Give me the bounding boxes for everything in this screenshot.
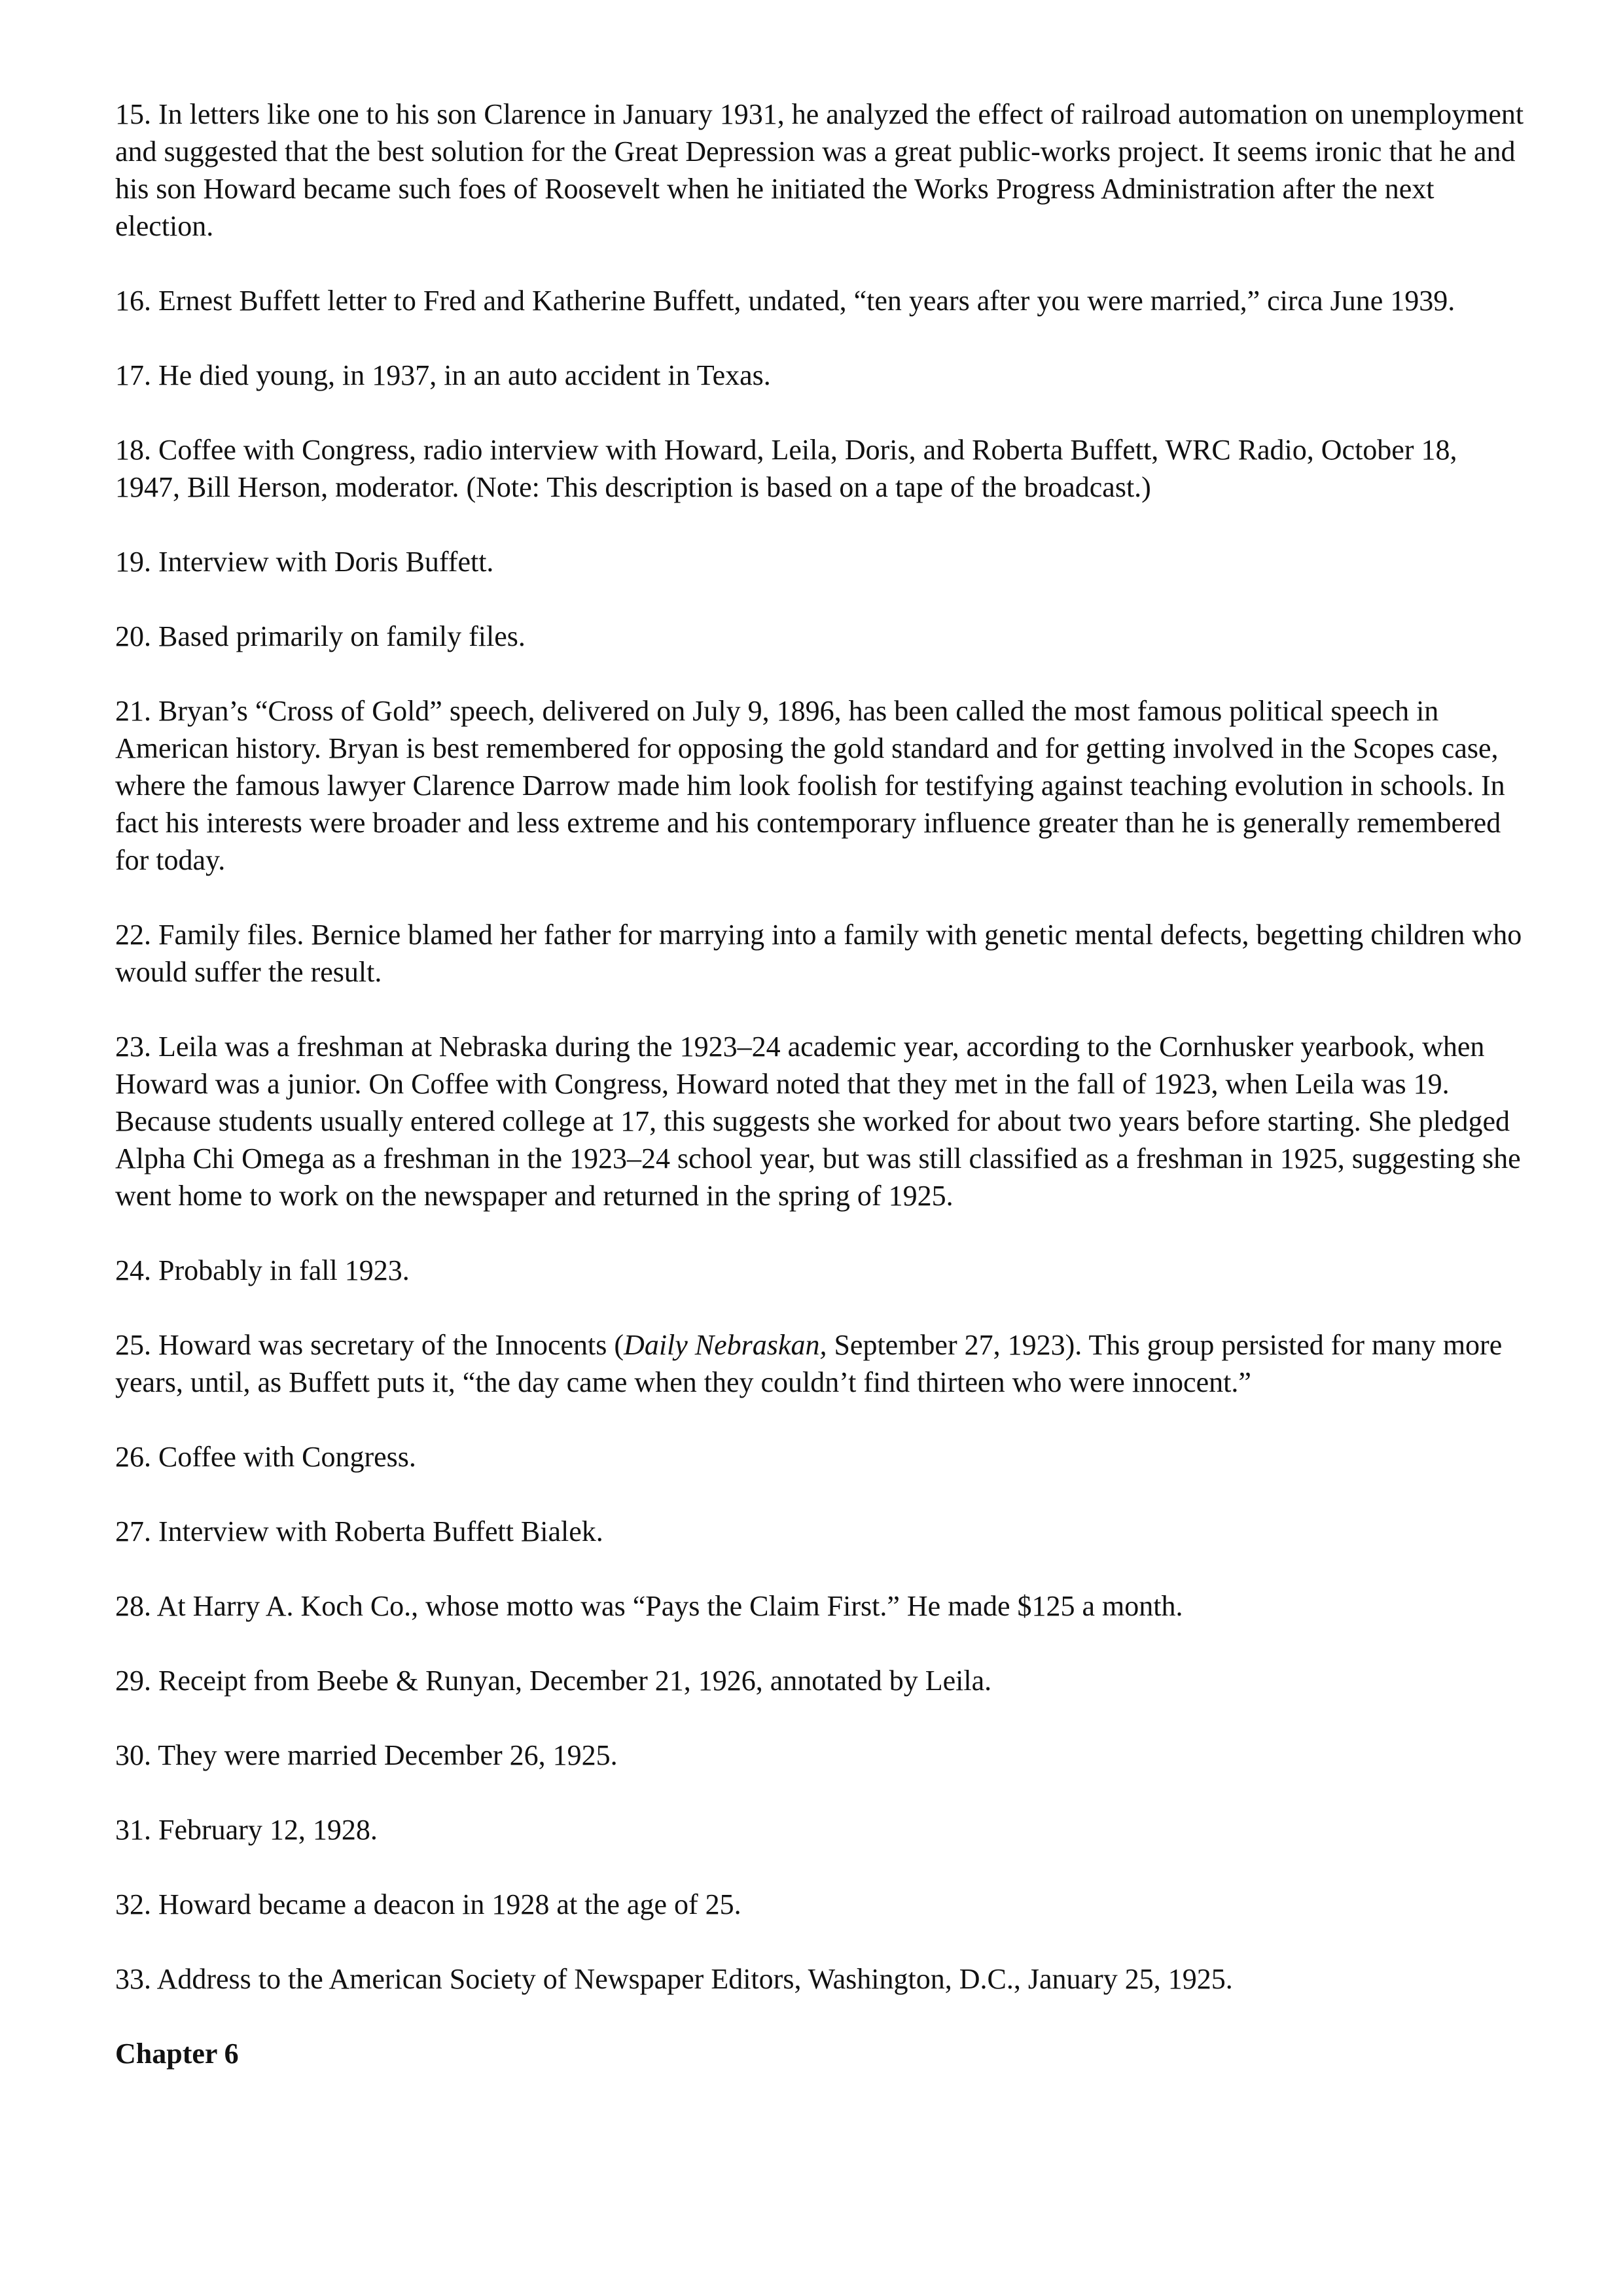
document-page (115, 96, 1529, 2072)
note-21: 21. Bryan’s “Cross of Gold” speech, delivered on July 9, 1896, has been called the most famous political speech in American history. Bryan is best remembered for opposing the gold standard and for getting involved in the Scopes case, where the famous lawyer Clarence Darrow made him look foolish for testifying against teaching evolution in schools. In fact his interests were broader and less extreme and his contemporary influence greater than he is generally remembered for today. (115, 695, 1505, 876)
note-27: 27. Interview with Roberta Buffett Bialek. (115, 1515, 603, 1547)
note-25-publication-title: Daily Nebraskan, (624, 1329, 827, 1361)
note-19: 19. Interview with Doris Buffett. (115, 546, 494, 578)
note-25-text-before: 25. Howard was secretary of the Innocents ( (115, 1329, 624, 1361)
note-26: 26. Coffee with Congress. (115, 1441, 416, 1473)
note-32: 32. Howard became a deacon in 1928 at the age of 25. (115, 1888, 741, 1920)
note-30: 30. They were married December 26, 1925. (115, 1739, 618, 1771)
note-31: 31. February 12, 1928. (115, 1814, 378, 1846)
note-33: 33. Address to the American Society of Newspaper Editors, Washington, D.C., January 25, 1925. (115, 1963, 1233, 1995)
chapter-heading: Chapter 6 (115, 2038, 239, 2070)
note-25-text-after: September 27, 1923). This group persisted for many more years, until, as Buffett puts it, “the day came when they couldn’t find thirteen who were innocent.” (115, 1329, 1503, 1398)
note-28: 28. At Harry A. Koch Co., whose motto was “Pays the Claim First.” He made $125 a month. (115, 1590, 1183, 1622)
note-23: 23. Leila was a freshman at Nebraska during the 1923–24 academic year, according to the Cornhusker yearbook, when Howard was a junior. On Coffee with Congress, Howard noted that they met in the fall of 1923, when Leila was 19. Because students usually entered college at 17, this suggests she worked for about two years before starting. She pledged Alpha Chi Omega as a freshman in the 1923–24 school year, but was still classified as a freshman in 1925, suggesting she went home to work on the newspaper and returned in the spring of 1925. (115, 1031, 1521, 1212)
note-20: 20. Based primarily on family files. (115, 620, 526, 652)
note-24: 24. Probably in fall 1923. (115, 1254, 410, 1286)
note-17: 17. He died young, in 1937, in an auto accident in Texas. (115, 359, 771, 391)
note-25 (115, 1326, 1529, 1401)
note-29: 29. Receipt from Beebe & Runyan, December 21, 1926, annotated by Leila. (115, 1665, 992, 1697)
note-16: 16. Ernest Buffett letter to Fred and Katherine Buffett, undated, “ten years after you were married,” circa June 1939. (115, 285, 1455, 317)
note-18: 18. Coffee with Congress, radio interview with Howard, Leila, Doris, and Roberta Buffett, WRC Radio, October 18, 1947, Bill Herson, moderator. (Note: This description is based on a tape of the broadcast.) (115, 434, 1457, 503)
note-15: 15. In letters like one to his son Clarence in January 1931, he analyzed the effect of railroad automation on unemployment and suggested that the best solution for the Great Depression was a great public-works project. It seems ironic that he and his son Howard became such foes of Roosevelt when he initiated the Works Progress Administration after the next election. (115, 98, 1524, 242)
note-22: 22. Family files. Bernice blamed her father for marrying into a family with genetic mental defects, begetting children who would suffer the result. (115, 919, 1522, 988)
